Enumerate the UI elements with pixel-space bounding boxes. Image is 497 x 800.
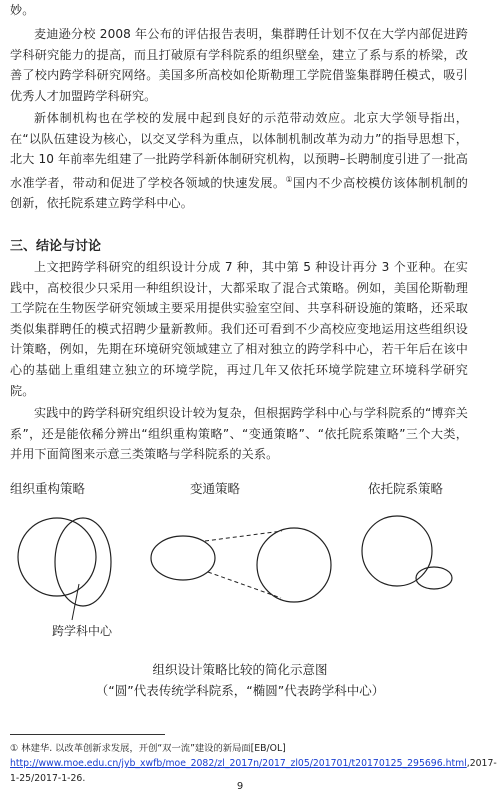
- center-ellipse-left: [55, 518, 111, 606]
- department-circle-right: [362, 516, 432, 586]
- footnote-text: 林建华. 以改革创新求发展，开创“双一流”建设的新局面[EB/OL]: [18, 743, 286, 754]
- paragraph-new-system-tail: 国内不少高校模仿该体制机制的创新，依托院系建立跨学科中心。: [10, 175, 468, 211]
- department-circle-mid: [257, 528, 331, 602]
- paragraph-strategies: 实践中的跨学科研究组织设计较为复杂，但根据跨学科中心与学科院系的“博弈关系”，还是能依稀分辨出“组织重构策略”、“变通策略”、“依托院系策略”三个大类，并用下面简图来示意三类策略与学科院系的关系。: [10, 406, 468, 462]
- page-number: 9: [236, 781, 244, 792]
- diagram-caption-note: （“圆”代表传统学科院系，“椭圆”代表跨学科中心）: [95, 683, 385, 698]
- diagram-label-adaptive: 变通策略: [190, 481, 241, 496]
- center-pointer-line: [72, 584, 79, 620]
- section-heading: 三、结论与讨论: [10, 239, 102, 254]
- footnote: [10, 741, 497, 786]
- paragraph-continuation: 妙。: [10, 3, 35, 17]
- diagram-label-restructure: 组织重构策略: [10, 481, 86, 496]
- paragraph-conclusion: 上文把跨学科研究的组织设计分成 7 种，其中第 5 种设计再分 3 个亚种。在实践中，高校很少只采用一种组织设计，大都采取了混合式策略。例如，美国伦斯勒理工学院在生物医学研究领域主要采用提供实验室空间、共享科研设施的策略，还采取类似集群聘任的模式招聘少量新教师。我们还可看到不少高校应变地运用这些组织设计策略，例如，先期在环境研究领域建立了相对独立的跨学科中心，若干年后在该中心的基础上重组建立独立的环境学院，再过几年又依托环境学院建立环境科学研究院。: [10, 260, 468, 398]
- diagram-caption: 组织设计策略比较的简化示意图: [152, 662, 328, 677]
- diagram-label-department-based: 依托院系策略: [368, 481, 444, 496]
- center-ellipse-mid: [151, 536, 215, 580]
- footnote-marker: ①: [10, 743, 19, 754]
- paragraph-madison: 麦迪逊分校 2008 年公布的评估报告表明，集群聘任计划不仅在大学内部促进跨学科研究能力的提高，而且打破原有学科院系的组织壁垒，建立了系与系的桥梁，改善了校内跨学科研究网络。美国多所高校如伦斯勒理工学院借鉴集群聘任模式，吸引优秀人才加盟跨学科研究。: [10, 27, 468, 103]
- footnote-link[interactable]: http://www.moe.edu.cn/jyb_xwfb/moe_2082/zl_2017n/2017_zl05/201701/t20170125_295696.html: [10, 758, 467, 769]
- paragraph-new-system-text: 新体制机构也在学校的发展中起到良好的示范带动效应。北京大学领导指出，在“以队伍建设为核心，以交叉学科为重点，以体制机制改革为动力”的指导思想下，北大 10 年前率先组建了一批跨学科新体制研究机构，以预聘–长聘制度引进了一批高水准学者，带动和促进了学校各领域的快速发展。: [10, 111, 468, 190]
- department-circle-left: [18, 518, 96, 596]
- dashed-link-bottom: [208, 572, 281, 598]
- center-ellipse-right: [416, 567, 452, 589]
- footnote-date: ,2017-1-25/2017-1-26.: [10, 758, 497, 784]
- footnote-separator: [10, 734, 165, 735]
- diagram-label-center: 跨学科中心: [52, 624, 113, 638]
- footnote-ref-marker: ①: [285, 174, 294, 184]
